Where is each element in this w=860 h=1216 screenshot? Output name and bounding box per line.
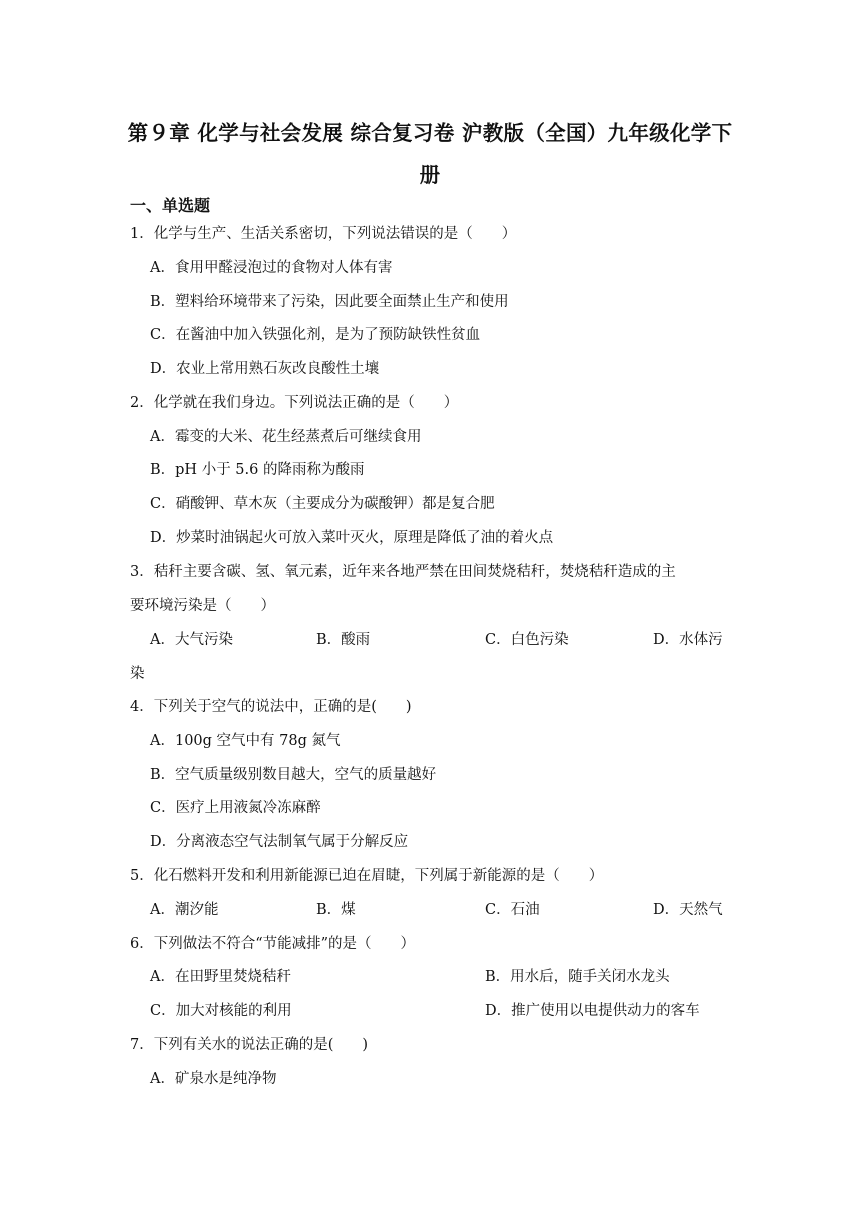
section-heading: 一、单选题	[130, 196, 211, 215]
question-6-stem	[130, 934, 730, 954]
question-number: 5．	[130, 868, 154, 884]
question-1-option-b: B．塑料给环境带来了污染，因此要全面禁止生产和使用	[150, 294, 509, 310]
question-3-option-a: A．大气污染	[150, 632, 233, 648]
question-text: 化学就在我们身边。下列说法正确的是（ ）	[153, 395, 459, 411]
question-6-option-a: A．在田野里焚烧秸秆	[150, 969, 291, 985]
question-3-option-b: B．酸雨	[316, 632, 371, 648]
question-number: 2．	[130, 395, 154, 411]
title-line-1: 第９章 化学与社会发展 综合复习卷 沪教版（全国）九年级化学下	[127, 121, 733, 145]
question-4-stem	[130, 697, 730, 717]
question-text: 下列做法不符合“节能减排”的是（ ）	[153, 936, 416, 952]
question-number: 3．	[130, 564, 154, 580]
question-7-option-a: A．矿泉水是纯净物	[150, 1071, 277, 1087]
question-text: 秸秆主要含碳、氢、氧元素，近年来各地严禁在田间焚烧秸秆，焚烧秸秆造成的主	[153, 564, 676, 580]
question-2-option-d: D．炒菜时油锅起火可放入菜叶灭火，原理是降低了油的着火点	[150, 530, 554, 546]
question-number: 1．	[130, 226, 154, 242]
document-title	[110, 112, 750, 196]
question-1-stem	[130, 224, 730, 244]
question-text: 化石燃料开发和利用新能源已迫在眉睫，下列属于新能源的是（ ）	[153, 868, 604, 884]
question-4-option-c: C．医疗上用液氮冷冻麻醉	[150, 800, 321, 816]
question-text: 下列有关水的说法正确的是( )	[153, 1037, 369, 1053]
question-1-option-c: C．在酱油中加入铁强化剂，是为了预防缺铁性贫血	[150, 327, 481, 343]
question-number: 4．	[130, 699, 154, 715]
title-line-2: 册	[419, 163, 441, 187]
question-text: 化学与生产、生活关系密切，下列说法错误的是（ ）	[153, 226, 517, 242]
question-5-option-c: C．石油	[485, 902, 540, 918]
question-3-option-c: C．白色污染	[485, 632, 569, 648]
question-3-stem-continued: 要环境污染是（ ）	[130, 598, 275, 614]
question-5-option-d: D．天然气	[653, 902, 723, 918]
question-3-stem	[130, 562, 730, 582]
question-6-option-c: C．加大对核能的利用	[150, 1003, 292, 1019]
question-1-option-d: D．农业上常用熟石灰改良酸性土壤	[150, 361, 380, 377]
question-4-option-b: B．空气质量级别数目越大，空气的质量越好	[150, 767, 437, 783]
question-5-option-a: A．潮汐能	[150, 902, 219, 918]
question-4-option-d: D．分离液态空气法制氧气属于分解反应	[150, 834, 409, 850]
question-2-option-b: B．pH 小于 5.6 的降雨称为酸雨	[150, 462, 365, 478]
question-3-option-d-wrap: 染	[130, 666, 145, 682]
question-2-option-c: C．硝酸钾、草木灰（主要成分为碳酸钾）都是复合肥	[150, 496, 495, 512]
question-4-option-a: A．100g 空气中有 78g 氮气	[150, 733, 341, 749]
question-number: 7．	[130, 1037, 154, 1053]
question-6-option-d: D．推广使用以电提供动力的客车	[485, 1003, 700, 1019]
question-2-option-a: A．霉变的大米、花生经蒸煮后可继续食用	[150, 429, 422, 445]
question-3-option-d: D．水体污	[653, 632, 723, 648]
question-2-stem	[130, 393, 730, 413]
question-text: 下列关于空气的说法中，正确的是( )	[153, 699, 412, 715]
question-7-stem	[130, 1035, 730, 1055]
question-5-stem	[130, 866, 730, 886]
question-number: 6．	[130, 936, 154, 952]
question-1-option-a: A．食用甲醛浸泡过的食物对人体有害	[150, 260, 393, 276]
question-6-option-b: B．用水后，随手关闭水龙头	[485, 969, 670, 985]
question-5-option-b: B．煤	[316, 902, 356, 918]
